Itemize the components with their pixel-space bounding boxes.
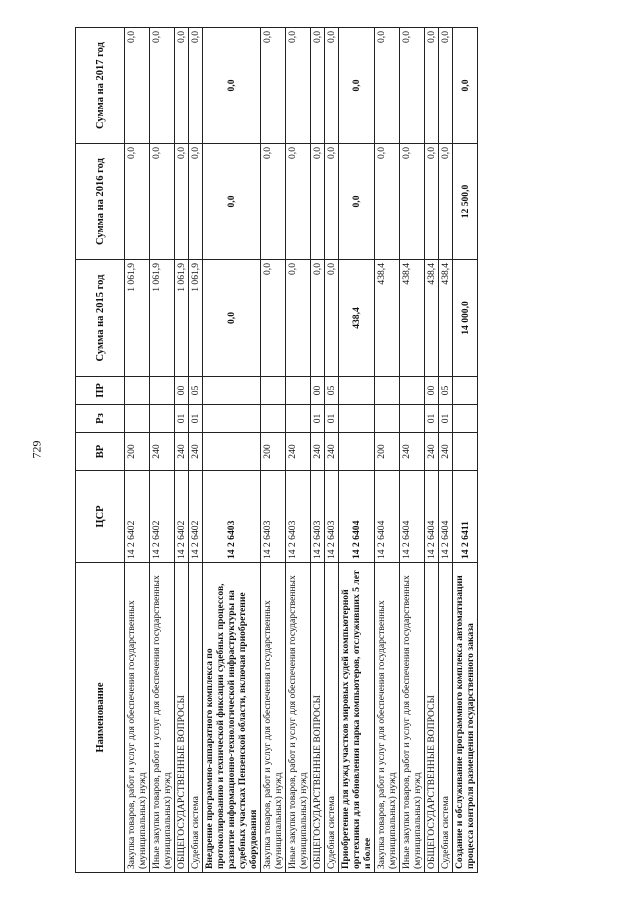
cell-vr: 240 xyxy=(189,433,203,471)
cell-csr: 14 2 6404 xyxy=(400,471,425,563)
cell-sum-2017: 0,0 xyxy=(150,28,175,144)
cell-csr: 14 2 6404 xyxy=(425,471,439,563)
header-sum-2016: Сумма на 2016 год xyxy=(76,144,125,260)
cell-sum-2016: 0,0 xyxy=(339,144,375,260)
cell-pr xyxy=(125,377,150,405)
cell-pr: 05 xyxy=(189,377,203,405)
cell-name: ОБЩЕГОСУДАРСТВЕННЫЕ ВОПРОСЫ xyxy=(175,563,189,873)
table-row-section xyxy=(203,28,261,873)
cell-vr xyxy=(453,433,478,471)
header-sum-2017: Сумма на 2017 год xyxy=(76,28,125,144)
cell-name: Создание и обслуживание программного комплекса автоматизации процесса контроля размещения государственного заказа xyxy=(453,563,478,873)
cell-sum-2015: 1 061,9 xyxy=(150,260,175,377)
cell-rz xyxy=(375,405,400,433)
cell-vr: 200 xyxy=(125,433,150,471)
cell-vr: 240 xyxy=(325,433,339,471)
cell-rz: 01 xyxy=(425,405,439,433)
cell-name: Внедрение программно-аппаратного комплекса по протоколированию и технической фиксации судебных процессов, развитие информационно-технологической инфраструктуры на судебных участках Пензенской области, включая приобретение оборудования xyxy=(203,563,261,873)
table-header-row xyxy=(76,28,125,873)
cell-sum-2016: 0,0 xyxy=(203,144,261,260)
cell-sum-2017: 0,0 xyxy=(453,28,478,144)
cell-vr: 240 xyxy=(400,433,425,471)
cell-vr: 240 xyxy=(311,433,325,471)
cell-name: Иные закупки товаров, работ и услуг для обеспечения государственных (муниципальных) нужд xyxy=(400,563,425,873)
table-row xyxy=(286,28,311,873)
cell-name: Судебная система xyxy=(325,563,339,873)
cell-sum-2017: 0,0 xyxy=(286,28,311,144)
table-row xyxy=(400,28,425,873)
cell-sum-2015: 0,0 xyxy=(203,260,261,377)
rotated-table-container xyxy=(75,28,562,873)
cell-vr: 240 xyxy=(175,433,189,471)
cell-sum-2016: 0,0 xyxy=(439,144,453,260)
cell-rz: 01 xyxy=(175,405,189,433)
header-sum-2015: Сумма на 2015 год xyxy=(76,260,125,377)
cell-name: Приобретение для нужд участков мировых судей компьютерной оргтехники для обновления парка компьютеров, отслуживших 5 лет и более xyxy=(339,563,375,873)
cell-sum-2015: 1 061,9 xyxy=(125,260,150,377)
cell-pr xyxy=(261,377,286,405)
table-row xyxy=(311,28,325,873)
cell-pr xyxy=(203,377,261,405)
cell-pr: 00 xyxy=(311,377,325,405)
cell-vr: 240 xyxy=(286,433,311,471)
cell-sum-2017: 0,0 xyxy=(203,28,261,144)
cell-pr xyxy=(400,377,425,405)
cell-rz xyxy=(203,405,261,433)
cell-sum-2015: 438,4 xyxy=(375,260,400,377)
cell-sum-2015: 438,4 xyxy=(425,260,439,377)
cell-csr: 14 2 6402 xyxy=(125,471,150,563)
cell-sum-2017: 0,0 xyxy=(375,28,400,144)
page-number: 729 xyxy=(29,440,44,459)
table-row xyxy=(150,28,175,873)
cell-rz xyxy=(150,405,175,433)
cell-sum-2016: 12 500,0 xyxy=(453,144,478,260)
table-row xyxy=(261,28,286,873)
cell-csr: 14 2 6404 xyxy=(439,471,453,563)
table-row xyxy=(175,28,189,873)
cell-rz: 01 xyxy=(311,405,325,433)
cell-sum-2015: 0,0 xyxy=(325,260,339,377)
cell-rz xyxy=(125,405,150,433)
cell-rz xyxy=(453,405,478,433)
cell-csr: 14 2 6402 xyxy=(189,471,203,563)
cell-sum-2017: 0,0 xyxy=(325,28,339,144)
cell-sum-2017: 0,0 xyxy=(439,28,453,144)
cell-pr: 05 xyxy=(439,377,453,405)
cell-csr: 14 2 6403 xyxy=(311,471,325,563)
cell-name: Закупка товаров, работ и услуг для обеспечения государственных (муниципальных) нужд xyxy=(261,563,286,873)
cell-sum-2016: 0,0 xyxy=(325,144,339,260)
cell-sum-2017: 0,0 xyxy=(261,28,286,144)
cell-sum-2015: 438,4 xyxy=(439,260,453,377)
header-name: Наименование xyxy=(76,563,125,873)
cell-sum-2016: 0,0 xyxy=(400,144,425,260)
cell-rz xyxy=(339,405,375,433)
table-row xyxy=(375,28,400,873)
cell-csr: 14 2 6404 xyxy=(375,471,400,563)
cell-pr: 05 xyxy=(325,377,339,405)
cell-vr: 200 xyxy=(375,433,400,471)
cell-rz xyxy=(400,405,425,433)
cell-sum-2015: 438,4 xyxy=(400,260,425,377)
cell-vr: 240 xyxy=(150,433,175,471)
header-csr: ЦСР xyxy=(76,471,125,563)
budget-table xyxy=(75,27,478,873)
cell-sum-2017: 0,0 xyxy=(311,28,325,144)
table-row xyxy=(425,28,439,873)
cell-name: Иные закупки товаров, работ и услуг для обеспечения государственных (муниципальных) нужд xyxy=(150,563,175,873)
cell-pr xyxy=(286,377,311,405)
header-rz: Рз xyxy=(76,405,125,433)
cell-rz xyxy=(261,405,286,433)
cell-pr: 00 xyxy=(175,377,189,405)
cell-sum-2017: 0,0 xyxy=(189,28,203,144)
cell-sum-2015: 0,0 xyxy=(261,260,286,377)
cell-sum-2016: 0,0 xyxy=(175,144,189,260)
cell-csr: 14 2 6403 xyxy=(261,471,286,563)
cell-name: Закупка товаров, работ и услуг для обеспечения государственных (муниципальных) нужд xyxy=(125,563,150,873)
cell-pr xyxy=(339,377,375,405)
cell-pr xyxy=(453,377,478,405)
cell-vr: 200 xyxy=(261,433,286,471)
cell-vr: 240 xyxy=(425,433,439,471)
cell-name: Судебная система xyxy=(189,563,203,873)
cell-csr: 14 2 6403 xyxy=(286,471,311,563)
cell-sum-2017: 0,0 xyxy=(425,28,439,144)
table-row-section xyxy=(339,28,375,873)
cell-name: Закупка товаров, работ и услуг для обеспечения государственных (муниципальных) нужд xyxy=(375,563,400,873)
cell-name: ОБЩЕГОСУДАРСТВЕННЫЕ ВОПРОСЫ xyxy=(425,563,439,873)
cell-name: ОБЩЕГОСУДАРСТВЕННЫЕ ВОПРОСЫ xyxy=(311,563,325,873)
cell-pr xyxy=(375,377,400,405)
cell-sum-2017: 0,0 xyxy=(339,28,375,144)
cell-rz: 01 xyxy=(325,405,339,433)
cell-sum-2016: 0,0 xyxy=(425,144,439,260)
cell-sum-2015: 1 061,9 xyxy=(189,260,203,377)
cell-sum-2015: 14 000,0 xyxy=(453,260,478,377)
cell-rz xyxy=(286,405,311,433)
table-row xyxy=(439,28,453,873)
cell-sum-2015: 1 061,9 xyxy=(175,260,189,377)
cell-csr: 14 2 6402 xyxy=(150,471,175,563)
header-vr: ВР xyxy=(76,433,125,471)
cell-sum-2015: 0,0 xyxy=(311,260,325,377)
cell-sum-2017: 0,0 xyxy=(400,28,425,144)
cell-sum-2016: 0,0 xyxy=(375,144,400,260)
cell-vr xyxy=(339,433,375,471)
header-pr: ПР xyxy=(76,377,125,405)
cell-sum-2016: 0,0 xyxy=(150,144,175,260)
table-row xyxy=(125,28,150,873)
cell-sum-2015: 438,4 xyxy=(339,260,375,377)
cell-csr: 14 2 6403 xyxy=(325,471,339,563)
table-row xyxy=(189,28,203,873)
cell-pr: 00 xyxy=(425,377,439,405)
cell-csr: 14 2 6411 xyxy=(453,471,478,563)
table-row xyxy=(325,28,339,873)
cell-csr: 14 2 6402 xyxy=(175,471,189,563)
cell-vr: 240 xyxy=(439,433,453,471)
cell-sum-2016: 0,0 xyxy=(125,144,150,260)
cell-rz: 01 xyxy=(189,405,203,433)
cell-sum-2016: 0,0 xyxy=(261,144,286,260)
cell-pr xyxy=(150,377,175,405)
table-row-section xyxy=(453,28,478,873)
cell-sum-2017: 0,0 xyxy=(125,28,150,144)
cell-sum-2016: 0,0 xyxy=(311,144,325,260)
cell-csr: 14 2 6404 xyxy=(339,471,375,563)
cell-sum-2017: 0,0 xyxy=(175,28,189,144)
cell-rz: 01 xyxy=(439,405,453,433)
cell-sum-2016: 0,0 xyxy=(189,144,203,260)
cell-name: Иные закупки товаров, работ и услуг для обеспечения государственных (муниципальных) нужд xyxy=(286,563,311,873)
cell-sum-2016: 0,0 xyxy=(286,144,311,260)
cell-csr: 14 2 6403 xyxy=(203,471,261,563)
cell-sum-2015: 0,0 xyxy=(286,260,311,377)
cell-vr xyxy=(203,433,261,471)
cell-name: Судебная система xyxy=(439,563,453,873)
